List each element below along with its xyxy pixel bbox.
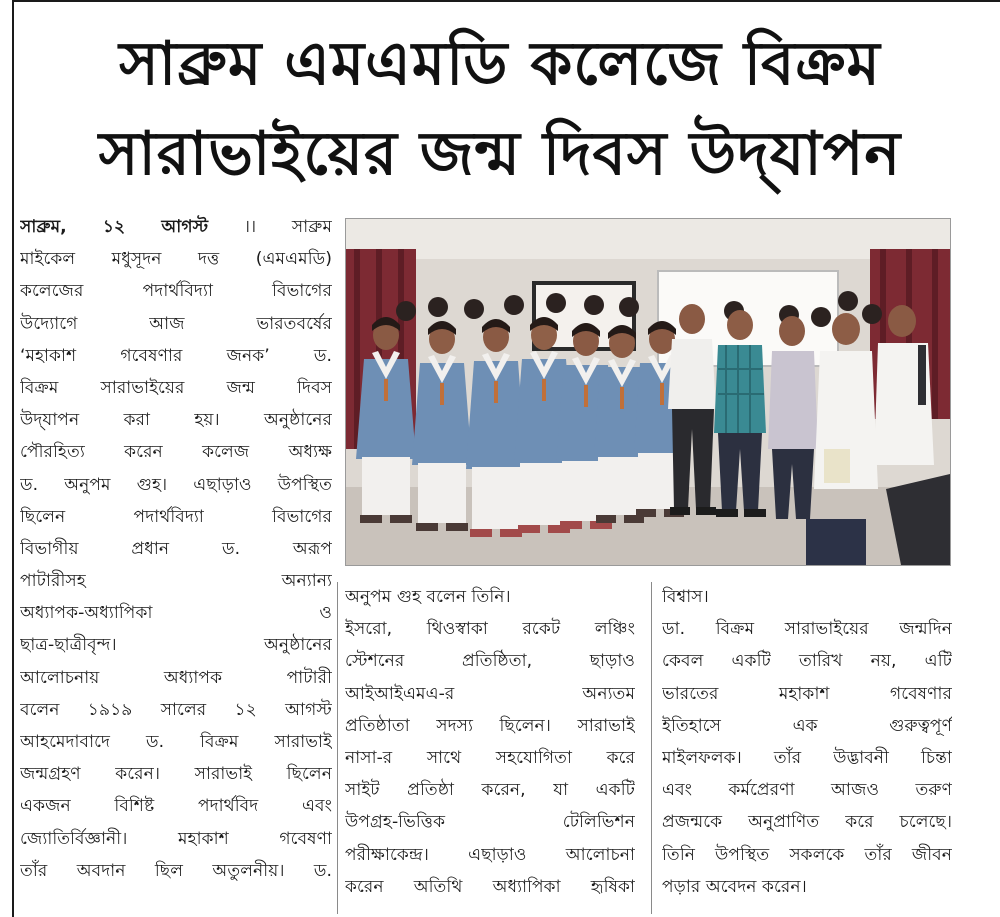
column-2-line: করেন অতিথি অধ্যাপিকা হৃষিকা <box>345 876 635 897</box>
column-1-line: জ্যোতির্বিজ্ঞানী। মহাকাশ গবেষণা <box>20 828 332 849</box>
column-2-line: প্রতিষ্ঠাতা সদস্য ছিলেন। সারাভাই <box>345 715 635 736</box>
column-1-line-0-text: ।। সাব্রুম <box>243 217 332 237</box>
column-3-line: কেবল একটি তারিখ নয়, এটি <box>662 651 952 672</box>
column-3-line: পড়ার অবেদন করেন। <box>662 876 807 897</box>
column-3-line: তিনি উপস্থিত সকলকে তাঁর জীবন <box>662 844 952 865</box>
column-1-line: মাইকেল মধুসূদন দত্ত (এমএমডি) <box>20 249 332 270</box>
top-rule <box>14 0 1000 2</box>
column-1-line: অধ্যাপক-অধ্যাপিকা ও <box>20 603 332 624</box>
column-1-line: পাটারীসহ অন্যান্য <box>20 571 332 592</box>
column-2-line: নাসা-র সাথে সহযোগিতা করে <box>345 747 635 768</box>
column-separator <box>651 582 652 914</box>
column-2-line: অনুপম গুহ বলেন তিনি। <box>345 587 511 607</box>
column-2-line: পরীক্ষাকেন্দ্র। এছাড়াও আলোচনা <box>345 844 635 865</box>
column-1-line: ‘মহাকাশ গবেষণার জনক’ ড. <box>20 345 332 366</box>
column-1-line: একজন বিশিষ্ট পদার্থবিদ এবং <box>20 796 332 817</box>
column-2-line: ইসরো, থিওস্বাকা রকেট লঞ্চিং <box>345 619 635 640</box>
column-1-line: ছিলেন পদার্থবিদ্যা বিভাগের <box>20 506 332 527</box>
column-1-line-0 <box>20 211 332 243</box>
column-3-line: ডা. বিক্রম সারাভাইয়ের জন্মদিন <box>662 619 952 640</box>
article-column-3 <box>662 581 952 903</box>
column-1-line: উদ্যোগে আজ ভারতবর্ষের <box>20 313 332 334</box>
column-1-line: বলেন ১৯১৯ সালের ১২ আগস্ট <box>20 699 332 720</box>
column-1-line: বিক্রম সারাভাইয়ের জন্ম দিবস <box>20 377 332 398</box>
column-3-line: মাইলফলক। তাঁর উদ্ভাবনী চিন্তা <box>662 747 952 768</box>
dateline: সাব্রুম, ১২ আগস্ট <box>20 217 209 237</box>
left-column-rule <box>12 0 14 917</box>
column-1-line: কলেজের পদার্থবিদ্যা বিভাগের <box>20 281 332 302</box>
column-1-line: ড. অনুপম গুহ। এছাড়াও উপস্থিত <box>20 474 332 495</box>
column-1-line: উদ্‌যাপন করা হয়। অনুষ্ঠানের <box>20 410 332 431</box>
group-photo-illustration <box>346 219 950 565</box>
column-1-line: আলোচনায় অধ্যাপক পাটারী <box>20 667 332 688</box>
column-2-line: আইআইএমএ-র অন্যতম <box>345 683 635 704</box>
column-3-line: এবং কর্মপ্রেরণা আজও তরুণ <box>662 780 952 801</box>
column-2-line: উপগ্রহ-ভিত্তিক টেলিভিশন <box>345 812 635 833</box>
column-3-line: বিশ্বাস। <box>662 587 709 607</box>
column-1-line: তাঁর অবদান ছিল অতুলনীয়। ড. <box>20 860 332 881</box>
article-column-2 <box>345 581 635 903</box>
group-photo <box>345 218 951 566</box>
column-1-line: জন্মগ্রহণ করেন। সারাভাই ছিলেন <box>20 764 332 785</box>
column-3-line: প্রজন্মকে অনুপ্রাণিত করে চলেছে। <box>662 812 952 833</box>
column-1-line: পৌরহিত্য করেন কলেজ অধ্যক্ষ <box>20 442 332 463</box>
column-3-line: ভারতের মহাকাশ গবেষণার <box>662 683 952 704</box>
column-2-line: সাইট প্রতিষ্ঠা করেন, যা একটি <box>345 780 635 801</box>
column-3-line: ইতিহাসে এক গুরুত্বপূর্ণ <box>662 715 952 736</box>
column-1-line: বিভাগীয় প্রধান ড. অরূপ <box>20 538 332 559</box>
column-1-line: আহমেদাবাদে ড. বিক্রম সারাভাই <box>20 732 332 752</box>
headline-line-1: সাব্রুম এমএমডি কলেজে বিক্রম <box>119 29 881 99</box>
article-column-1 <box>20 211 332 887</box>
column-1-line: ছাত্র-ছাত্রীবৃন্দ। অনুষ্ঠানের <box>20 635 332 656</box>
column-2-line: স্টেশনের প্রতিষ্ঠিতা, ছাড়াও <box>345 651 635 672</box>
column-separator <box>337 582 338 914</box>
headline-line-2: সারাভাইয়ের জন্ম দিবস উদ্‌যাপন <box>98 119 902 189</box>
